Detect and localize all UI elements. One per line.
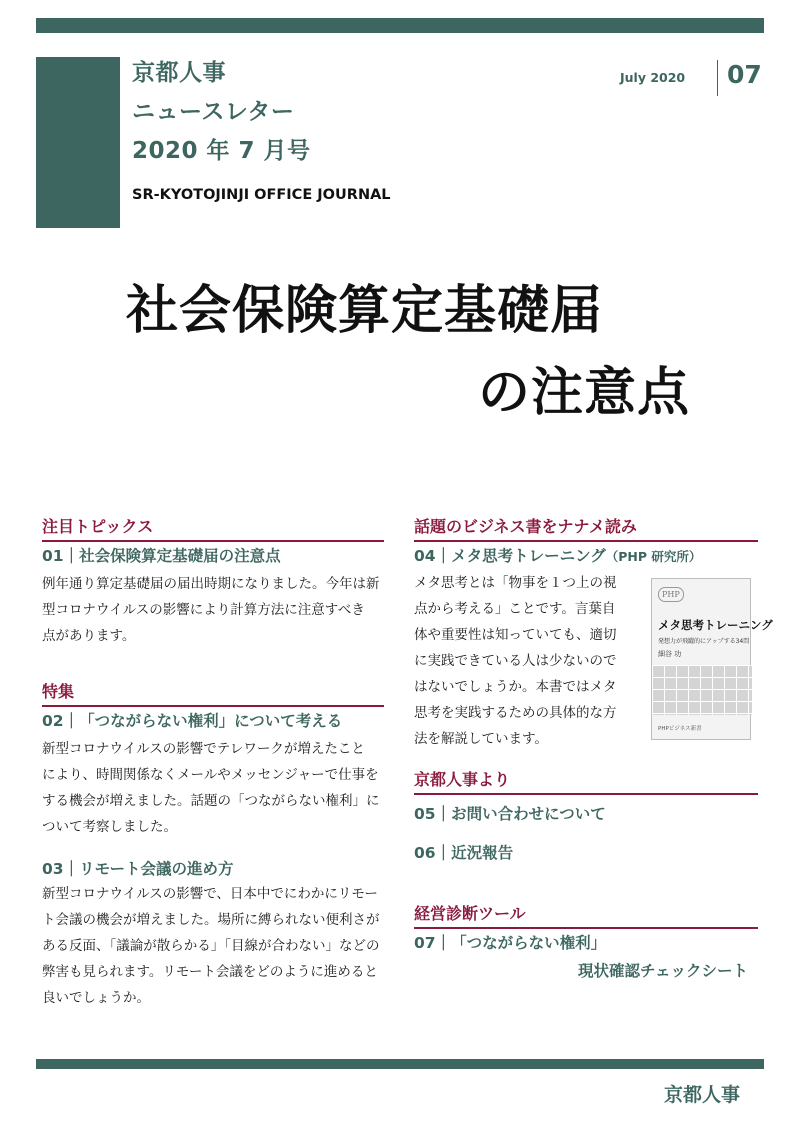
article-title-03[interactable]: 03｜リモート会議の進め方 (42, 860, 234, 878)
section-heading-topics: 注目トピックス (42, 517, 154, 536)
masthead-title-line2: ニュースレター (132, 99, 295, 125)
issue-number: 07 (727, 60, 762, 89)
text-line: 新型コロナウイルスの影響で、日本中でにわかにリモー (42, 886, 378, 902)
article-body-01 (42, 571, 380, 649)
section-heading-office: 京都人事より (414, 770, 511, 789)
text-line: する機会が増えました。話題の「つながらない権利」に (42, 793, 380, 809)
text-line: ついて考察しました。 (42, 819, 177, 835)
text-line: メタ思考とは「物事を１つ上の視 (414, 575, 617, 591)
article-title-02[interactable]: 02｜「つながらない権利」について考える (42, 712, 343, 730)
section-heading-books: 話題のビジネス書をナナメ読み (414, 517, 637, 536)
book-cover-title: メタ思考トレーニング (658, 618, 773, 632)
article-title-04[interactable] (414, 545, 701, 568)
text-line: 型コロナウイルスの影響により計算方法に注意すべき (42, 602, 365, 618)
article-title-05[interactable]: 05｜お問い合わせについて (414, 805, 606, 823)
article-title-04-text: 04｜メタ思考トレーニング (414, 547, 606, 565)
article-title-06[interactable]: 06｜近況報告 (414, 844, 514, 862)
book-cover-author: 細谷 功 (658, 650, 682, 658)
article-body-03 (42, 881, 380, 1011)
text-line: 法を解説しています。 (414, 731, 548, 747)
footer-brand: 京都人事 (664, 1084, 741, 1106)
publisher-logo: PHP (658, 587, 684, 602)
text-line: ある反面、「議論が散らかる」「目線が合わない」などの (42, 938, 380, 954)
section-rule-tools (414, 927, 758, 929)
masthead-color-block (36, 57, 120, 228)
headline-line1: 社会保険算定基礎届 (126, 281, 604, 341)
book-cover-subtitle: 発想力が飛躍的にアップする34問 (658, 638, 750, 645)
text-line: 新型コロナウイルスの影響でテレワークが増えたこと (42, 741, 365, 757)
text-line: 点があります。 (42, 628, 136, 644)
section-rule-feature (42, 705, 384, 707)
article-subtitle-07[interactable]: 現状確認チェックシート (578, 962, 749, 980)
section-heading-feature: 特集 (42, 682, 75, 701)
text-line: 思考を実践するための具体的な方 (414, 705, 617, 721)
text-line: により、時間関係なくメールやメッセンジャーで仕事を (42, 767, 379, 783)
book-cover-pattern (652, 665, 752, 715)
text-line: 体や重要性は知っていても、適切 (414, 627, 617, 643)
issue-date: July 2020 (620, 70, 686, 85)
top-rule (36, 18, 764, 33)
text-line: 弊害も見られます。リモート会議をどのように進めると (42, 964, 378, 980)
book-cover-image (651, 578, 773, 740)
book-publisher: （PHP 研究所） (605, 549, 702, 564)
text-line: はないでしょうか。本書ではメタ (414, 679, 617, 695)
section-rule-office (414, 793, 758, 795)
book-cover-series: PHPビジネス新書 (658, 726, 702, 732)
headline-line2: の注意点 (478, 363, 691, 423)
text-line: ト会議の機会が増えました。場所に縛られない便利さが (42, 912, 380, 928)
bottom-rule (36, 1059, 764, 1069)
article-body-02 (42, 736, 380, 840)
masthead-title-line3: 2020 年 7 月号 (132, 138, 311, 164)
article-title-07[interactable]: 07｜「つながらない権利」 (414, 934, 607, 952)
masthead-title-line1: 京都人事 (132, 60, 226, 86)
text-line: 点から考える」ことです。言葉自 (414, 601, 616, 617)
journal-name: SR-KYOTOJINJI OFFICE JOURNAL (132, 187, 391, 203)
issue-divider (717, 60, 718, 96)
text-line: 良いでしょうか。 (42, 990, 150, 1006)
section-rule-topics (42, 540, 384, 542)
section-rule-books (414, 540, 758, 542)
text-line: に実践できている人は少ないので (414, 653, 617, 669)
section-heading-tools: 経営診断ツール (414, 904, 526, 923)
article-body-04 (414, 570, 617, 752)
article-title-01[interactable]: 01｜社会保険算定基礎届の注意点 (42, 547, 281, 565)
text-line: 例年通り算定基礎届の届出時期になりました。今年は新 (42, 576, 380, 592)
